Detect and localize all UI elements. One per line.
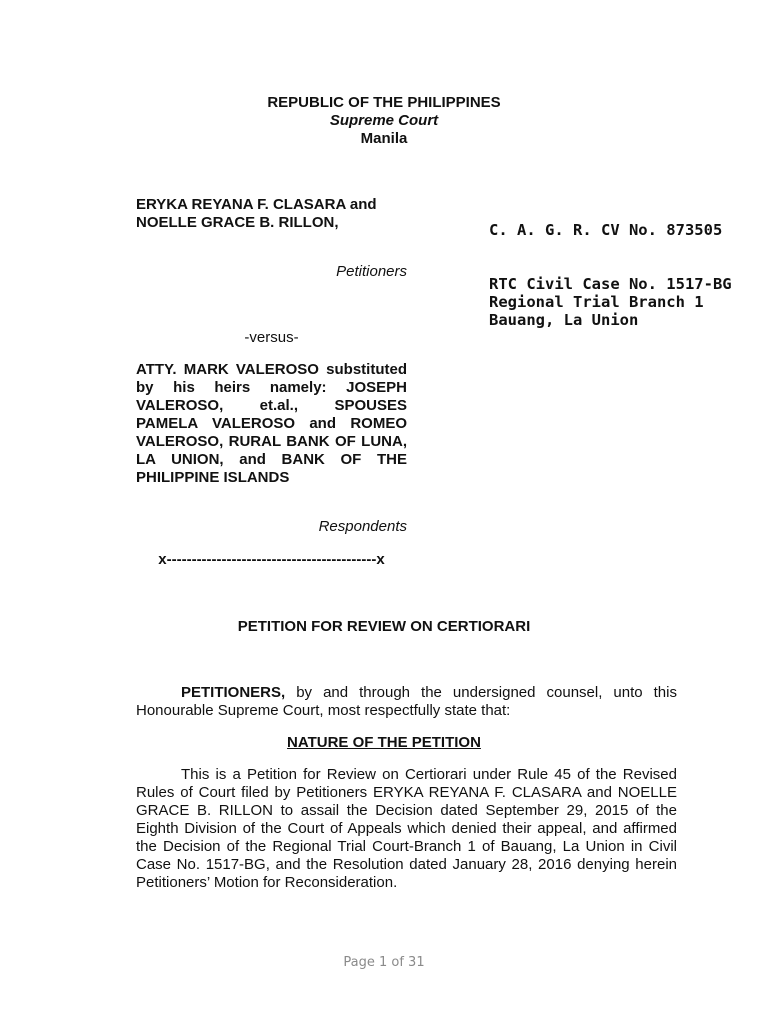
court-heading: Supreme Court (329, 112, 439, 129)
rtc-location: Bauang, La Union (489, 311, 639, 329)
opening-text: by and through the undersigned counsel, unto this Honourable Supreme Court, most respectfully state that: (136, 684, 677, 719)
respondents-label: Respondents (318, 518, 407, 535)
caption-divider: x------------------------------------------x (158, 551, 385, 568)
petitioners-names: ERYKA REYANA F. CLASARA and NOELLE GRACE B. RILLON, (136, 196, 377, 231)
versus-label: -versus- (244, 329, 299, 346)
city-heading: Manila (360, 130, 408, 147)
nature-paragraph: This is a Petition for Review on Certiorari under Rule 45 of the Revised Rules of Court filed by Petitioners ERYKA REYANA F. CLASARA and NOELLE GRACE B. RILLON to assail the Decision dated September 29, 2015 of the Eighth Division of the Court of Appeals which denied their appeal, and affirmed the Decision of the Regional Trial Court-Branch 1 of Bauang, La Union in Civil Case No. 1517-BG, and the Resolution dated January 28, 2016 denying herein Petitioners’ Motion for Reconsideration. (136, 766, 677, 891)
court-header (0, 94, 768, 148)
document-title: PETITION FOR REVIEW ON CERTIORARI (237, 618, 531, 635)
respondents-names: ATTY. MARK VALEROSO substituted by his heirs namely: JOSEPH VALEROSO, et.al., SPOUSES PAMELA VALEROSO and ROMEO VALEROSO, RURAL BANK OF LUNA, LA UNION, and BANK OF THE PHILIPPINE ISLANDS (136, 361, 407, 486)
rtc-case-number: RTC Civil Case No. 1517-BG (489, 275, 732, 293)
opening-lead: PETITIONERS, (181, 684, 286, 701)
ca-case-number: C. A. G. R. CV No. 873505 (489, 221, 723, 239)
country-heading: REPUBLIC OF THE PHILIPPINES (267, 94, 501, 111)
rtc-branch: Regional Trial Branch 1 (489, 293, 704, 311)
section-heading: NATURE OF THE PETITION (287, 734, 481, 751)
petitioners-label: Petitioners (336, 263, 407, 280)
page-indicator: Page 1 of 31 (343, 955, 425, 970)
rtc-case-block (489, 275, 739, 329)
opening-paragraph (136, 684, 677, 720)
